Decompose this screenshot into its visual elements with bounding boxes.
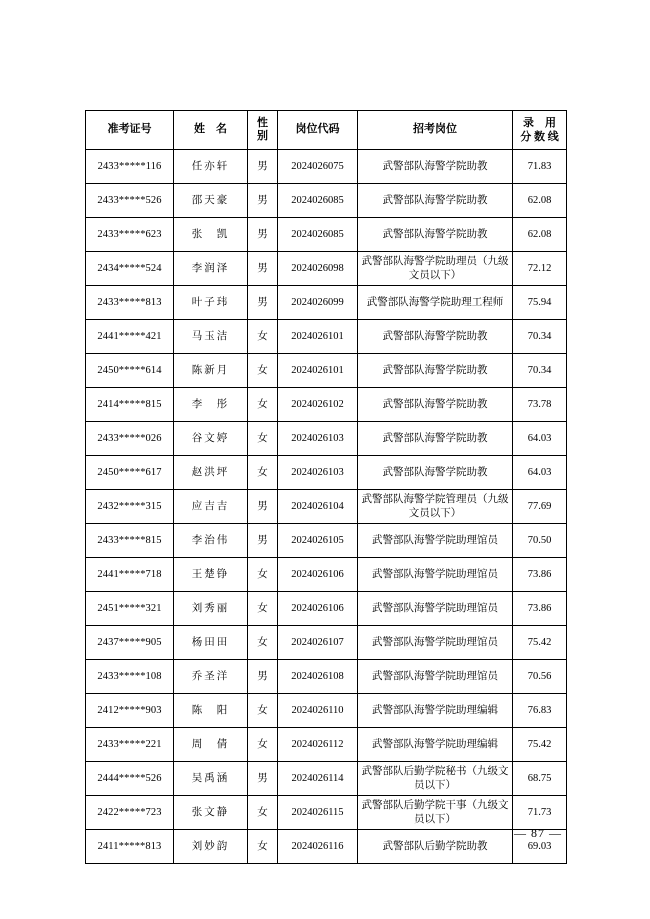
cell-name: 吴禹涵	[174, 762, 248, 796]
cell-sex: 男	[248, 660, 278, 694]
cell-post-code: 2024026105	[278, 524, 358, 558]
table-body	[86, 150, 567, 864]
cell-name: 刘妙韵	[174, 830, 248, 864]
cell-sex: 女	[248, 422, 278, 456]
cell-exam-id: 2422*****723	[86, 796, 174, 830]
cell-name: 陈 阳	[174, 694, 248, 728]
cell-post-code: 2024026114	[278, 762, 358, 796]
cell-score: 62.08	[513, 218, 567, 252]
cell-post-code: 2024026110	[278, 694, 358, 728]
table-row	[86, 422, 567, 456]
cell-sex: 女	[248, 694, 278, 728]
cell-sex: 女	[248, 728, 278, 762]
cell-name: 邵天豪	[174, 184, 248, 218]
cell-name: 张 凯	[174, 218, 248, 252]
cell-post-code: 2024026104	[278, 490, 358, 524]
cell-score: 68.75	[513, 762, 567, 796]
cell-name: 乔圣洋	[174, 660, 248, 694]
cell-name: 任亦轩	[174, 150, 248, 184]
cell-post-code: 2024026075	[278, 150, 358, 184]
table-row	[86, 830, 567, 864]
cell-score: 64.03	[513, 456, 567, 490]
cell-post-code: 2024026106	[278, 558, 358, 592]
cell-sex: 女	[248, 558, 278, 592]
cell-post-name: 武警部队海警学院助教	[358, 456, 513, 490]
cell-name: 应吉吉	[174, 490, 248, 524]
table-row	[86, 626, 567, 660]
cell-sex: 女	[248, 592, 278, 626]
cell-post-name: 武警部队后勤学院干事（九级文员以下）	[358, 796, 513, 830]
cell-post-name: 武警部队海警学院助理编辑	[358, 728, 513, 762]
cell-score: 76.83	[513, 694, 567, 728]
cell-score: 70.56	[513, 660, 567, 694]
cell-post-code: 2024026106	[278, 592, 358, 626]
column-header-score-line1: 录 用	[523, 116, 556, 129]
cell-score: 72.12	[513, 252, 567, 286]
cell-post-name: 武警部队海警学院助教	[358, 422, 513, 456]
cell-name: 李治伟	[174, 524, 248, 558]
cell-sex: 男	[248, 286, 278, 320]
cell-sex: 女	[248, 388, 278, 422]
cell-post-name: 武警部队海警学院管理员（九级文员以下）	[358, 490, 513, 524]
cell-score: 70.34	[513, 354, 567, 388]
cell-exam-id: 2451*****321	[86, 592, 174, 626]
cell-post-name: 武警部队海警学院助理馆员	[358, 524, 513, 558]
table-row	[86, 252, 567, 286]
cell-exam-id: 2433*****623	[86, 218, 174, 252]
cell-score: 71.73	[513, 796, 567, 830]
column-header-sex-line2: 别	[257, 130, 268, 142]
cell-post-name: 武警部队海警学院助理馆员	[358, 558, 513, 592]
cell-sex: 男	[248, 218, 278, 252]
cell-exam-id: 2433*****221	[86, 728, 174, 762]
table-row	[86, 762, 567, 796]
table-row	[86, 456, 567, 490]
table-row	[86, 660, 567, 694]
cell-post-name: 武警部队海警学院助理馆员	[358, 592, 513, 626]
cell-score: 62.08	[513, 184, 567, 218]
cell-exam-id: 2433*****116	[86, 150, 174, 184]
cell-post-code: 2024026102	[278, 388, 358, 422]
cell-score: 69.03	[513, 830, 567, 864]
table-row	[86, 694, 567, 728]
cell-name: 谷文婷	[174, 422, 248, 456]
cell-sex: 女	[248, 796, 278, 830]
table-row	[86, 388, 567, 422]
cell-sex: 男	[248, 524, 278, 558]
cell-post-code: 2024026101	[278, 354, 358, 388]
table-row	[86, 184, 567, 218]
cell-post-name: 武警部队海警学院助教	[358, 218, 513, 252]
cell-exam-id: 2414*****815	[86, 388, 174, 422]
cell-name: 杨田田	[174, 626, 248, 660]
cell-post-code: 2024026112	[278, 728, 358, 762]
cell-post-name: 武警部队海警学院助理员（九级文员以下）	[358, 252, 513, 286]
cell-sex: 男	[248, 150, 278, 184]
cell-post-code: 2024026116	[278, 830, 358, 864]
cell-post-code: 2024026085	[278, 218, 358, 252]
cell-name: 李润泽	[174, 252, 248, 286]
cell-sex: 女	[248, 320, 278, 354]
cell-score: 75.42	[513, 728, 567, 762]
cell-post-code: 2024026101	[278, 320, 358, 354]
cell-sex: 女	[248, 626, 278, 660]
cell-post-code: 2024026107	[278, 626, 358, 660]
cell-sex: 男	[248, 252, 278, 286]
cell-score: 73.86	[513, 592, 567, 626]
table-row	[86, 524, 567, 558]
cell-post-name: 武警部队海警学院助教	[358, 320, 513, 354]
cell-post-name: 武警部队海警学院助理馆员	[358, 660, 513, 694]
cell-name: 陈新月	[174, 354, 248, 388]
cell-sex: 男	[248, 184, 278, 218]
cell-post-code: 2024026085	[278, 184, 358, 218]
cell-sex: 男	[248, 490, 278, 524]
cell-exam-id: 2437*****905	[86, 626, 174, 660]
table-row	[86, 286, 567, 320]
cell-exam-id: 2441*****718	[86, 558, 174, 592]
cell-post-name: 武警部队海警学院助理编辑	[358, 694, 513, 728]
cell-name: 叶子玮	[174, 286, 248, 320]
cell-score: 77.69	[513, 490, 567, 524]
cell-exam-id: 2433*****813	[86, 286, 174, 320]
column-header-code: 岗位代码	[278, 111, 358, 150]
cell-name: 赵洪坪	[174, 456, 248, 490]
column-header-sex	[248, 111, 278, 150]
cell-post-name: 武警部队海警学院助教	[358, 388, 513, 422]
cell-exam-id: 2450*****614	[86, 354, 174, 388]
cell-post-code: 2024026108	[278, 660, 358, 694]
cell-score: 75.94	[513, 286, 567, 320]
cell-exam-id: 2434*****524	[86, 252, 174, 286]
column-header-id: 准考证号	[86, 111, 174, 150]
cell-exam-id: 2412*****903	[86, 694, 174, 728]
score-table-container	[85, 110, 566, 864]
cell-exam-id: 2433*****026	[86, 422, 174, 456]
cell-sex: 男	[248, 762, 278, 796]
cell-post-name: 武警部队海警学院助理工程师	[358, 286, 513, 320]
cell-post-name: 武警部队海警学院助教	[358, 150, 513, 184]
cell-post-code: 2024026098	[278, 252, 358, 286]
cell-score: 73.86	[513, 558, 567, 592]
table-row	[86, 320, 567, 354]
page-number: — 87 —	[514, 826, 562, 840]
cell-exam-id: 2444*****526	[86, 762, 174, 796]
cell-sex: 女	[248, 354, 278, 388]
cell-score: 70.50	[513, 524, 567, 558]
column-header-post: 招考岗位	[358, 111, 513, 150]
cell-exam-id: 2433*****108	[86, 660, 174, 694]
cell-name: 周 倩	[174, 728, 248, 762]
table-row	[86, 354, 567, 388]
table-header-row	[86, 111, 567, 150]
column-header-sex-line1: 性	[257, 117, 268, 130]
table-row	[86, 218, 567, 252]
table-row	[86, 796, 567, 830]
column-header-score	[513, 111, 567, 150]
cell-exam-id: 2433*****526	[86, 184, 174, 218]
cell-score: 70.34	[513, 320, 567, 354]
cell-post-name: 武警部队海警学院助教	[358, 354, 513, 388]
cell-post-code: 2024026103	[278, 422, 358, 456]
cell-name: 马玉洁	[174, 320, 248, 354]
cell-score: 71.83	[513, 150, 567, 184]
cell-post-code: 2024026115	[278, 796, 358, 830]
cell-sex: 女	[248, 456, 278, 490]
cell-exam-id: 2441*****421	[86, 320, 174, 354]
column-header-name: 姓 名	[174, 111, 248, 150]
column-header-score-line2: 分 数 线	[520, 131, 559, 143]
score-table	[85, 110, 567, 864]
cell-exam-id: 2432*****315	[86, 490, 174, 524]
cell-exam-id: 2433*****815	[86, 524, 174, 558]
cell-name: 李 彤	[174, 388, 248, 422]
table-row	[86, 728, 567, 762]
cell-post-code: 2024026099	[278, 286, 358, 320]
table-row	[86, 592, 567, 626]
cell-post-name: 武警部队后勤学院助教	[358, 830, 513, 864]
cell-exam-id: 2450*****617	[86, 456, 174, 490]
cell-score: 75.42	[513, 626, 567, 660]
cell-exam-id: 2411*****813	[86, 830, 174, 864]
cell-name: 王楚铮	[174, 558, 248, 592]
cell-sex: 女	[248, 830, 278, 864]
cell-score: 73.78	[513, 388, 567, 422]
cell-post-code: 2024026103	[278, 456, 358, 490]
cell-name: 张文静	[174, 796, 248, 830]
cell-name: 刘秀丽	[174, 592, 248, 626]
table-row	[86, 558, 567, 592]
cell-post-name: 武警部队海警学院助教	[358, 184, 513, 218]
table-row	[86, 150, 567, 184]
cell-score: 64.03	[513, 422, 567, 456]
cell-post-name: 武警部队海警学院助理馆员	[358, 626, 513, 660]
cell-post-name: 武警部队后勤学院秘书（九级文员以下）	[358, 762, 513, 796]
table-row	[86, 490, 567, 524]
